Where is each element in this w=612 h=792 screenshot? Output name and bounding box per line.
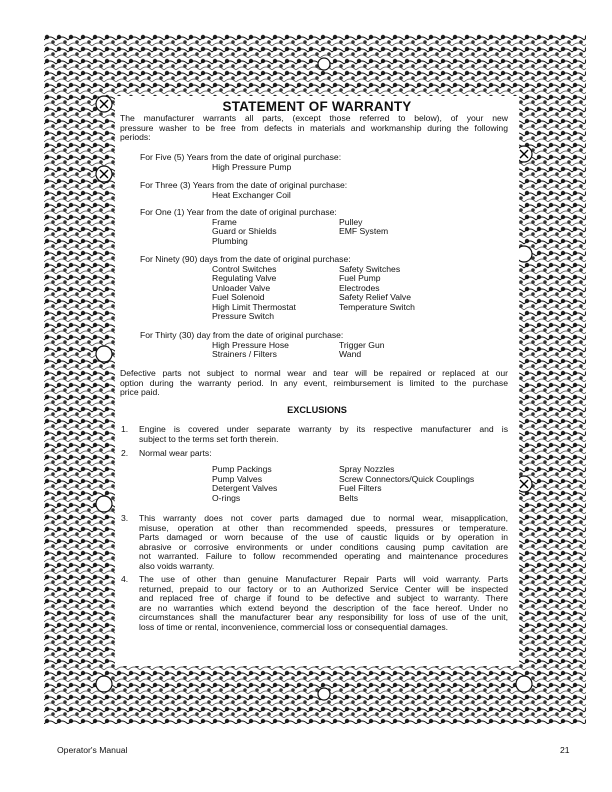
exclusion-3-line: This warranty does not cover parts damaged due to normal wear, misapplication, (139, 513, 508, 523)
exclusion-3-line: also voids warranty. (139, 560, 215, 571)
defective-line-2: option during the warranty period. In any event, reimbursement is limited to the purchase (120, 377, 508, 388)
intro-line-1: The manufacturer warrants all parts, (except those referred to below), of your new (120, 113, 508, 123)
exclusion-4-line: and replaced free of charge if found to be defective and subject to warranty. There (139, 593, 508, 603)
period-part: Control Switches (212, 263, 277, 274)
period-one-year-heading: For One (1) Year from the date of original purchase: (140, 207, 337, 217)
period-thirty-days-heading: For Thirty (30) day from the date of original purchase: (140, 330, 344, 340)
intro-line-2: pressure washer to be free from defects in materials and workmanship during the following (120, 122, 508, 133)
period-part: Pulley (339, 216, 363, 227)
footer-manual-title: Operator's Manual (57, 745, 128, 755)
exclusion-4-line: returned, prepaid to our factory or to an Authorized Service Center will be inspected (139, 583, 508, 594)
exclusion-3-line: not warranted. Failure to follow recommended operating and maintenance procedures (139, 551, 508, 561)
period-part: Safety Relief Valve (339, 292, 411, 302)
exclusion-3-line: misuse, operation at other than recommended speeds, pressures or temperature. (139, 522, 508, 533)
wear-part: Pump Valves (212, 473, 262, 484)
exclusions-heading: EXCLUSIONS (287, 405, 347, 415)
period-three-years-heading: For Three (3) Years from the date of original purchase: (140, 180, 348, 190)
period-part: High Pressure Hose (212, 339, 289, 350)
wear-part: Fuel Filters (339, 483, 382, 493)
period-part: Wand (339, 349, 362, 359)
exclusion-3-line: abrasive or corrosive environments or under conditions causing pump cavitation are (139, 541, 508, 552)
period-part: Electrodes (339, 282, 380, 293)
intro-line-3: periods: (120, 132, 151, 142)
exclusion-4-line: loss of time or rental, inconvenience, commercial loss or consequential damages. (139, 621, 449, 632)
exclusion-number: 4. (121, 574, 129, 584)
period-part: High Pressure Pump (212, 161, 292, 172)
wear-part: Pump Packings (212, 464, 272, 474)
exclusion-1-line: subject to the terms set forth therein. (139, 433, 279, 444)
period-part: Temperature Switch (339, 301, 415, 312)
period-part: High Limit Thermostat (212, 301, 296, 312)
period-part: Heat Exchanger Coil (212, 189, 291, 200)
exclusion-3-line: Parts damaged or worn because of the use of caustic liquids or by operation in (139, 532, 508, 542)
page-number: 21 (560, 745, 570, 755)
period-part: Fuel Solenoid (212, 292, 265, 302)
period-part: Trigger Gun (339, 339, 385, 350)
period-part: Unloader Valve (212, 282, 271, 293)
period-part: Pressure Switch (212, 311, 275, 321)
exclusion-4-line: are no warranties which extend beyond the description of the face hereof. Under no (139, 602, 508, 613)
defective-line-1: Defective parts not subject to normal wear and tear will be repaired or replaced at our (120, 368, 508, 378)
wear-part: Belts (339, 492, 359, 503)
wear-part: Detergent Valves (212, 483, 278, 493)
period-part: Guard or Shields (212, 226, 277, 236)
exclusion-4-line: The use of other than genuine Manufacturer Repair Parts will void warranty. Parts (139, 574, 508, 584)
exclusion-number: 2. (121, 448, 129, 458)
period-part: Fuel Pump (339, 273, 381, 283)
period-part: EMF System (339, 226, 389, 236)
page-title: STATEMENT OF WARRANTY (222, 99, 412, 114)
period-part: Plumbing (212, 235, 248, 246)
wear-part: O-rings (212, 492, 241, 503)
exclusion-1-line: Engine is covered under separate warranty by its respective manufacturer and is (139, 424, 508, 434)
exclusion-number: 1. (121, 424, 129, 434)
period-part: Frame (212, 216, 237, 227)
exclusion-2-line: Normal wear parts: (139, 448, 212, 458)
period-ninety-days-heading: For Ninety (90) days from the date of original purchase: (140, 254, 351, 264)
period-five-years-heading: For Five (5) Years from the date of original purchase: (140, 152, 342, 162)
period-part: Strainers / Filters (212, 349, 277, 359)
period-part: Regulating Valve (212, 273, 277, 283)
defective-line-3: price paid. (120, 387, 160, 397)
period-part: Safety Switches (339, 263, 401, 274)
wear-part: Screw Connectors/Quick Couplings (339, 473, 475, 484)
wear-part: Spray Nozzles (339, 464, 395, 474)
exclusion-4-line: circumstances shall the manufacturer bear any responsibility for loss of use of the unit, (139, 612, 508, 622)
exclusion-number: 3. (121, 513, 129, 523)
